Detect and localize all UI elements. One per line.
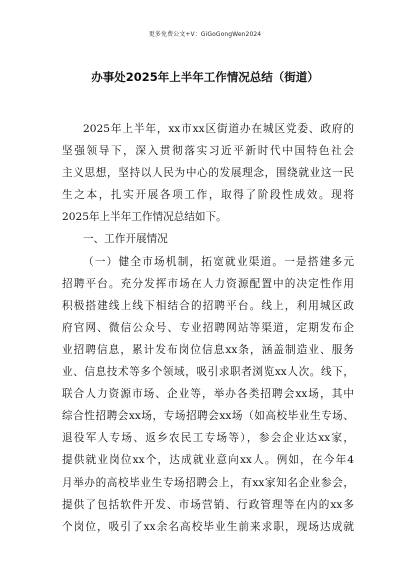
body-line: 一、工作开展情况: [83, 233, 168, 246]
body-line: 府官网、微信公众号、专业招聘网站等渠道，定期发布企: [62, 321, 354, 334]
header-note: 更多免费公文+V：GiGoGongWen2024: [148, 31, 262, 38]
body-line: 月举办的高校毕业生专场招聘会上，有xx家知名企业参会，: [62, 476, 354, 489]
body-line: 坚强领导下，深入贯彻落实习近平新时代中国特色社会: [62, 145, 354, 158]
body-line: 提供了包括软件开发、市场营销、行政管理等在内的xx多: [62, 498, 354, 511]
body-line: 提供就业岗位xx个，达成就业意向xx人。例如，在今年4: [62, 454, 354, 467]
document-title: 办事处2025年上半年工作情况总结（街道）: [91, 70, 319, 84]
body-line: 主义思想，坚持以人民为中心的发展理念，围绕就业这一民: [62, 167, 354, 180]
body-line: 业、信息技术等多个领域，吸引求职者浏览xx人次。线下，: [62, 366, 354, 379]
body-line: 业招聘信息，累计发布岗位信息xx条，涵盖制造业、服务: [62, 343, 354, 356]
body-line: 2025年上半年工作情况总结如下。: [62, 211, 227, 224]
document-body: [62, 118, 354, 538]
body-line: 综合性招聘会xx场，专场招聘会xx场（如高校毕业生专场、: [62, 410, 354, 423]
body-line: 生之本，扎实开展各项工作，取得了阶段性成效。现将: [62, 189, 354, 202]
body-line: （一）健全市场机制，拓宽就业渠道。一是搭建多元: [83, 255, 354, 268]
body-line: 个岗位，吸引了xx余名高校毕业生前来求职，现场达成就: [62, 520, 354, 533]
body-line: 联合人力资源市场、企业等，举办各类招聘会xx场，其中: [62, 388, 354, 401]
body-line: 积极搭建线上线下相结合的招聘平台。线上，利用城区政: [62, 299, 354, 312]
body-line: 招聘平台。充分发挥市场在人力资源配置中的决定性作用: [62, 277, 354, 290]
body-line: 2025年上半年，xx市xx区街道办在城区党委、政府的: [83, 123, 354, 135]
body-line: 退役军人专场、返乡农民工专场等），参会企业达xx家，: [62, 432, 354, 445]
